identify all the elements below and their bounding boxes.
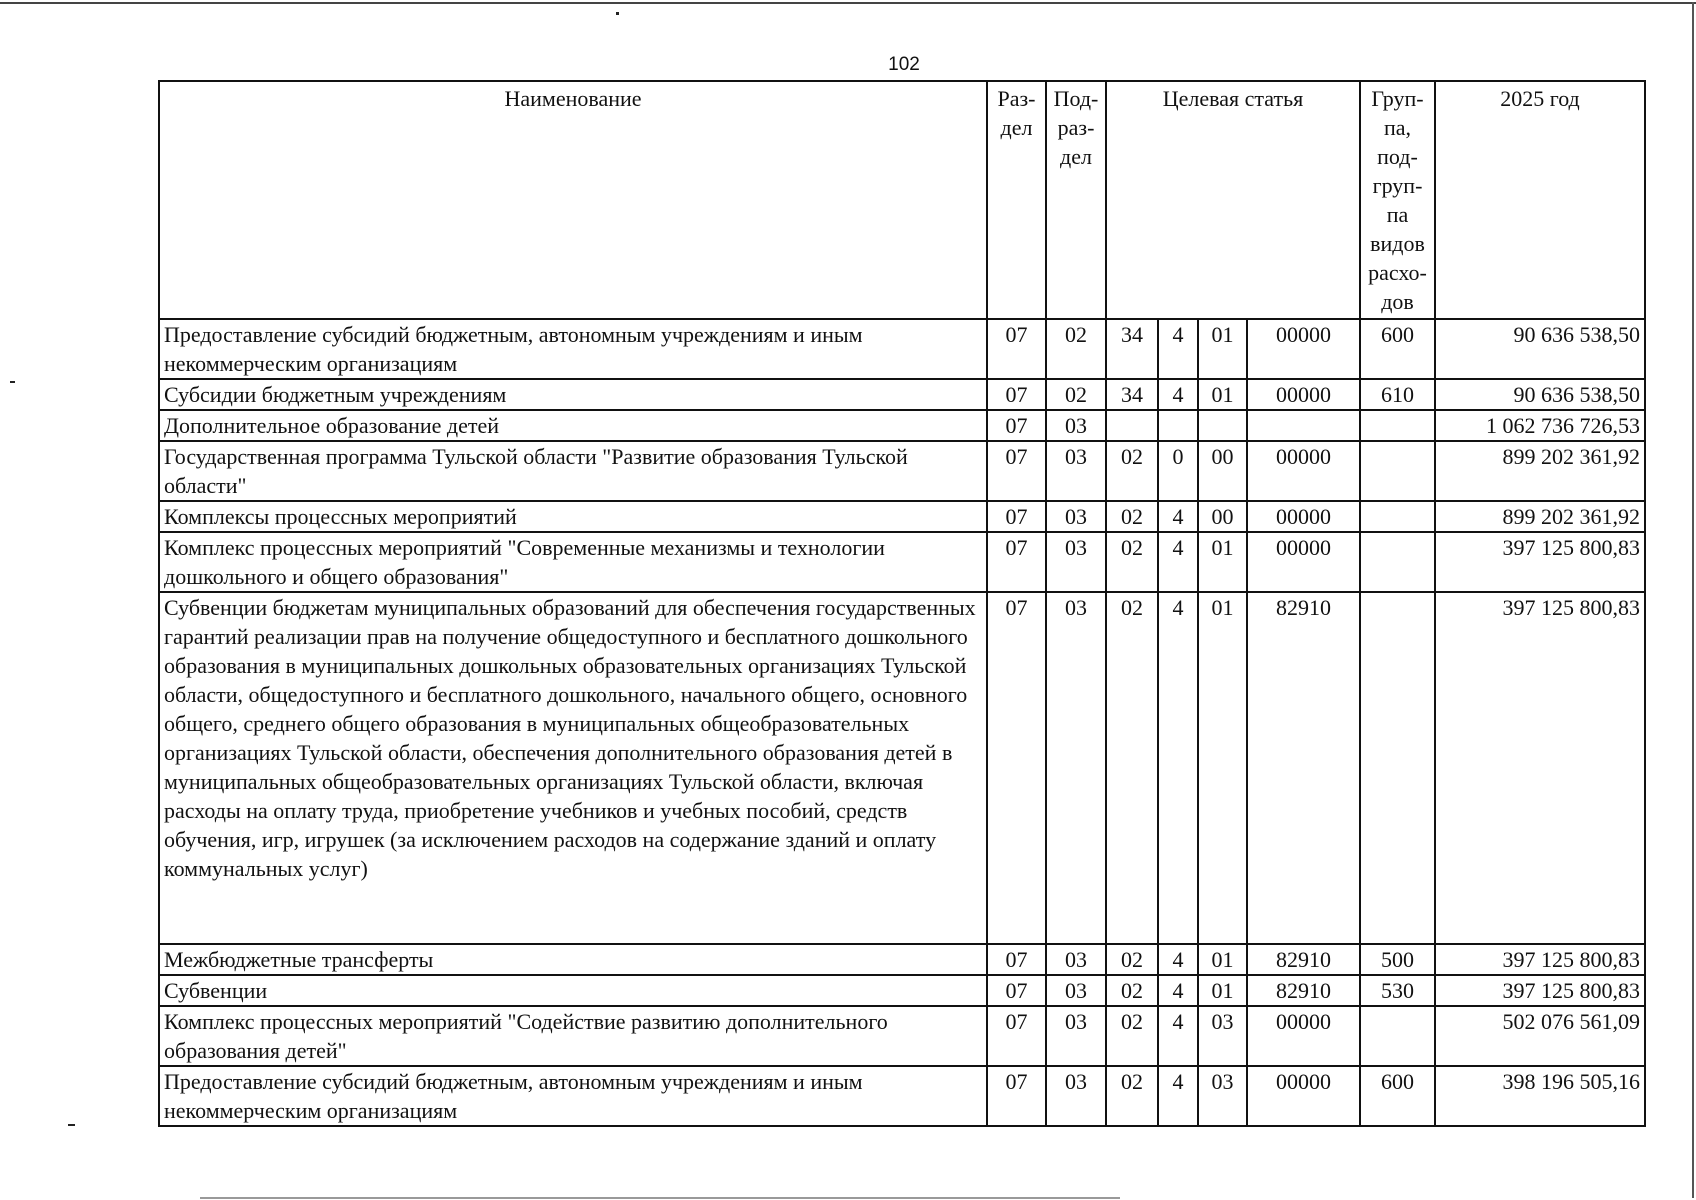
header-name-label: Наименование [504, 86, 642, 111]
cell-target-event: 01 [1198, 379, 1247, 410]
cell-razdel: 07 [987, 1066, 1046, 1126]
header-year-label: 2025 год [1500, 86, 1580, 111]
cell-target-event [1198, 410, 1247, 441]
cell-podrazdel: 03 [1046, 1066, 1106, 1126]
cell-target-program: 34 [1106, 319, 1158, 379]
table-body [159, 319, 1645, 1126]
header-razdel-label: Раз- дел [997, 86, 1036, 140]
cell-target-direction: 00000 [1247, 1066, 1360, 1126]
cell-podrazdel: 02 [1046, 319, 1106, 379]
cell-target-event: 01 [1198, 319, 1247, 379]
cell-amount: 90 636 538,50 [1435, 319, 1645, 379]
cell-target-type: 4 [1158, 1006, 1198, 1066]
cell-group [1360, 410, 1435, 441]
scan-speck [616, 12, 619, 15]
cell-target-event: 01 [1198, 975, 1247, 1006]
cell-target-direction: 00000 [1247, 319, 1360, 379]
table-row [159, 532, 1645, 592]
header-podrazdel [1046, 81, 1106, 319]
budget-table [158, 80, 1646, 1127]
cell-target-direction [1247, 410, 1360, 441]
cell-target-direction: 82910 [1247, 592, 1360, 944]
cell-target-program: 02 [1106, 1066, 1158, 1126]
scan-border-right [1692, 2, 1694, 1198]
cell-target-type [1158, 410, 1198, 441]
header-name [159, 81, 987, 319]
cell-target-event: 03 [1198, 1066, 1247, 1126]
scan-bottom-line [200, 1197, 1120, 1199]
scan-speck [68, 1124, 75, 1126]
table-row [159, 1006, 1645, 1066]
table-row [159, 441, 1645, 501]
cell-name: Предоставление субсидий бюджетным, автономным учреждениям и иным некоммерческим организациям [159, 319, 987, 379]
header-row [159, 81, 1645, 319]
cell-amount: 899 202 361,92 [1435, 501, 1645, 532]
cell-target-event: 01 [1198, 944, 1247, 975]
table-row [159, 379, 1645, 410]
header-podrazdel-label: Под- раз- дел [1053, 86, 1099, 169]
cell-group: 610 [1360, 379, 1435, 410]
cell-razdel: 07 [987, 975, 1046, 1006]
cell-target-program: 02 [1106, 501, 1158, 532]
cell-target-direction: 82910 [1247, 944, 1360, 975]
cell-name: Дополнительное образование детей [159, 410, 987, 441]
header-group-label: Груп- па, под- груп- па видов расхо- дов [1368, 86, 1427, 314]
cell-target-event: 00 [1198, 501, 1247, 532]
cell-razdel: 07 [987, 441, 1046, 501]
cell-amount: 398 196 505,16 [1435, 1066, 1645, 1126]
cell-group [1360, 592, 1435, 944]
header-target [1106, 81, 1360, 319]
cell-amount: 899 202 361,92 [1435, 441, 1645, 501]
cell-group [1360, 441, 1435, 501]
cell-target-direction: 82910 [1247, 975, 1360, 1006]
cell-target-event: 01 [1198, 532, 1247, 592]
cell-target-event: 01 [1198, 592, 1247, 944]
table-row [159, 1066, 1645, 1126]
cell-name: Комплекс процессных мероприятий "Современные механизмы и технологии дошкольного и общего образования" [159, 532, 987, 592]
cell-target-type: 4 [1158, 975, 1198, 1006]
cell-podrazdel: 03 [1046, 592, 1106, 944]
cell-razdel: 07 [987, 410, 1046, 441]
cell-group [1360, 1006, 1435, 1066]
cell-target-type: 4 [1158, 319, 1198, 379]
cell-razdel: 07 [987, 379, 1046, 410]
scan-speck [10, 381, 15, 383]
cell-podrazdel: 02 [1046, 379, 1106, 410]
header-year [1435, 81, 1645, 319]
cell-podrazdel: 03 [1046, 944, 1106, 975]
cell-razdel: 07 [987, 501, 1046, 532]
table-row [159, 975, 1645, 1006]
cell-group: 600 [1360, 319, 1435, 379]
cell-amount: 397 125 800,83 [1435, 592, 1645, 944]
cell-name: Субвенции бюджетам муниципальных образований для обеспечения государственных гарантий реализации прав на получение общедоступного и бесплатного дошкольного образования в муниципальных дошкольных образовательных организациях Тульской области, общедоступного и бесплатного дошкольного, начального общего, основного общего, среднего общего образования в муниципальных общеобразовательных организациях Тульской области, обеспечения дополнительного образования детей в муниципальных общеобразовательных организациях Тульской области, включая расходы на оплату труда, приобретение учебников и учебных пособий, средств обучения, игр, игрушек (за исключением расходов на содержание зданий и оплату коммунальных услуг) [159, 592, 987, 944]
cell-amount: 90 636 538,50 [1435, 379, 1645, 410]
cell-target-program: 02 [1106, 944, 1158, 975]
table-row [159, 410, 1645, 441]
cell-target-direction: 00000 [1247, 379, 1360, 410]
cell-target-type: 4 [1158, 944, 1198, 975]
cell-target-program: 02 [1106, 592, 1158, 944]
header-group [1360, 81, 1435, 319]
table-row [159, 592, 1645, 944]
cell-group [1360, 532, 1435, 592]
cell-group: 500 [1360, 944, 1435, 975]
cell-name: Субсидии бюджетным учреждениям [159, 379, 987, 410]
page-number: 102 [888, 54, 920, 75]
cell-podrazdel: 03 [1046, 501, 1106, 532]
cell-razdel: 07 [987, 319, 1046, 379]
table-row [159, 501, 1645, 532]
cell-podrazdel: 03 [1046, 975, 1106, 1006]
cell-group: 530 [1360, 975, 1435, 1006]
cell-target-type: 4 [1158, 532, 1198, 592]
cell-target-event: 03 [1198, 1006, 1247, 1066]
cell-podrazdel: 03 [1046, 532, 1106, 592]
cell-group: 600 [1360, 1066, 1435, 1126]
table-row [159, 319, 1645, 379]
cell-name: Комплекс процессных мероприятий "Содействие развитию дополнительного образования детей" [159, 1006, 987, 1066]
cell-target-type: 4 [1158, 501, 1198, 532]
cell-target-program: 02 [1106, 975, 1158, 1006]
cell-name: Государственная программа Тульской области "Развитие образования Тульской области" [159, 441, 987, 501]
cell-razdel: 07 [987, 592, 1046, 944]
cell-amount: 397 125 800,83 [1435, 975, 1645, 1006]
cell-target-direction: 00000 [1247, 1006, 1360, 1066]
scan-border-top [0, 2, 1696, 4]
cell-target-program: 34 [1106, 379, 1158, 410]
cell-podrazdel: 03 [1046, 410, 1106, 441]
cell-razdel: 07 [987, 944, 1046, 975]
cell-name: Субвенции [159, 975, 987, 1006]
cell-name: Комплексы процессных мероприятий [159, 501, 987, 532]
cell-podrazdel: 03 [1046, 441, 1106, 501]
cell-target-type: 4 [1158, 592, 1198, 944]
cell-name: Предоставление субсидий бюджетным, автономным учреждениям и иным некоммерческим организациям [159, 1066, 987, 1126]
cell-target-direction: 00000 [1247, 532, 1360, 592]
cell-target-direction: 00000 [1247, 441, 1360, 501]
cell-target-program [1106, 410, 1158, 441]
cell-razdel: 07 [987, 532, 1046, 592]
cell-target-type: 4 [1158, 1066, 1198, 1126]
cell-amount: 1 062 736 726,53 [1435, 410, 1645, 441]
cell-podrazdel: 03 [1046, 1006, 1106, 1066]
cell-target-event: 00 [1198, 441, 1247, 501]
cell-name: Межбюджетные трансферты [159, 944, 987, 975]
cell-group [1360, 501, 1435, 532]
cell-target-type: 4 [1158, 379, 1198, 410]
cell-target-type: 0 [1158, 441, 1198, 501]
header-target-label: Целевая статья [1162, 86, 1304, 111]
cell-amount: 397 125 800,83 [1435, 944, 1645, 975]
cell-target-program: 02 [1106, 532, 1158, 592]
table-row [159, 944, 1645, 975]
header-razdel [987, 81, 1046, 319]
cell-razdel: 07 [987, 1006, 1046, 1066]
cell-amount: 397 125 800,83 [1435, 532, 1645, 592]
cell-target-program: 02 [1106, 1006, 1158, 1066]
cell-amount: 502 076 561,09 [1435, 1006, 1645, 1066]
cell-target-program: 02 [1106, 441, 1158, 501]
cell-target-direction: 00000 [1247, 501, 1360, 532]
